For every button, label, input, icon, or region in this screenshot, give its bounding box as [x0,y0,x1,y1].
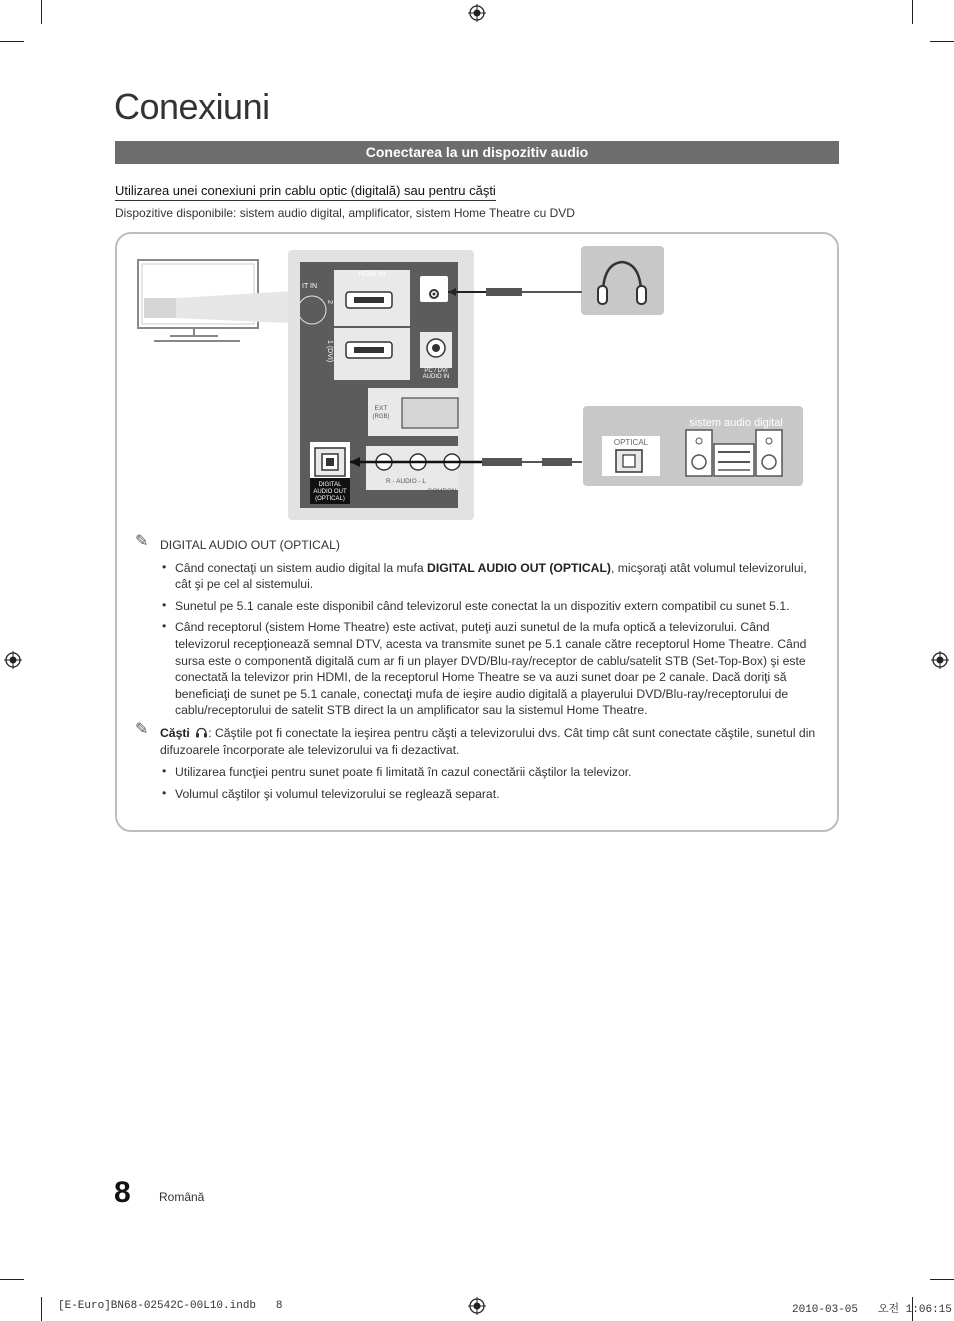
page-title: Conexiuni [114,86,270,127]
optical-label-3: (OPTICAL) [315,496,345,502]
crop-mark [41,1297,42,1321]
crop-mark [41,0,42,24]
language-label: Română [159,1190,205,1204]
subheading: Utilizarea unei conexiuni prin cablu optic (digitală) sau pentru căşti [115,183,496,201]
audio-rl-label: R - AUDIO - L [385,478,427,485]
file-info: [E-Euro]BN68-02542C-00L10.indb 8 [58,1300,283,1312]
hdmi-in-label: HDMI IN [358,271,386,278]
audio-in-label: AUDIO IN [422,374,450,380]
note-headphones [135,720,825,758]
page-number: 8 [114,1176,131,1209]
audio-system-label: sistem audio digital [689,417,783,429]
crop-mark [0,1279,24,1280]
registration-mark-icon [468,4,486,22]
intro-text: Dispozitive disponibile: sistem audio digital, amplificator, sistem Home Theatre cu DVD [115,206,575,220]
edge-port-label: IT IN [302,283,318,290]
list-item: • Sunetul pe 5.1 canale este disponibil când televizorul este conectat la un dispozitiv extern compatibil cu sunet 5.1. [175,598,825,615]
headphone-bullets [135,764,825,802]
optical-label-1: DIGITAL [318,482,342,488]
connection-diagram [130,240,820,530]
crop-mark [930,1279,954,1280]
list-item: • Volumul căştilor şi volumul televizorului se reglează separat. [175,786,825,803]
section-title: Conectarea la un dispozitiv audio [115,141,839,164]
list-item: • Când receptorul (sistem Home Theatre) este activat, puteţi auzi sunetul de la mufa optică a televizorului. Când televizorul recepţionează semnal DTV, acesta va transmite sunet pe 5.1 canale către receptorul Home Theatre. Când sursa este o componentă digitală cum ar fi un player DVD/Blu-ray/receptor de cablu/satelit STB (Set-Top-Box) şi este conectată la televizor prin HDMI, de la receptorul Home Theatre se va auzi sunet doar pe 2 canale. Dacă doriţi să beneficiaţi de sunet pe 5.1 canale, conectaţi mufa de ieşire audio digitală a playerului DVD/Blu-ray/receptorului de cablu/receptorului de satelit STB direct la un amplificator sau la sistemul Home Theatre. [175,619,825,719]
list-item: • Utilizarea funcţiei pentru sunet poate fi limitată în cazul conectării căştilor la televizor. [175,764,825,781]
pc-dvi-label: PC / DVI [424,368,448,374]
registration-mark-icon [4,651,22,669]
ext-rgb-label: (RGB) [372,414,390,420]
optical-bullets [135,560,825,719]
note-headphones-title: Căşti [160,725,190,740]
note-optical [135,533,825,554]
ext-label: EXT [374,405,388,412]
notes-section [135,533,825,808]
hdmi-2-label: 2 [326,300,333,304]
crop-mark [930,41,954,42]
registration-mark-icon [931,651,949,669]
registration-mark-icon [468,1297,486,1315]
optical-label-2: AUDIO OUT [313,489,347,495]
optical-port-label: OPTICAL [613,438,649,447]
print-date: 2010-03-05 오전 1:06:15 [792,1304,952,1316]
hdmi-1-label: 1 (DVI) [326,340,333,363]
headphones-icon [195,727,208,738]
note-optical-title: DIGITAL AUDIO OUT (OPTICAL) [160,538,340,552]
note-pencil-icon: ✎ [135,720,149,738]
crop-mark [0,41,24,42]
crop-mark [912,0,913,24]
list-item: • Când conectaţi un sistem audio digital la mufa DIGITAL AUDIO OUT (OPTICAL), micşoraţi atât volumul televizorului, cât şi pe cel al sistemului. [175,560,825,593]
note-headphones-text: : Căştile pot fi conectate la ieşirea pentru căşti a televizorului dvs. Cât timp cât sunt conectate căştile, sunetul din difuzoarele încorporate ale televizorului va fi dezactivat. [160,725,816,757]
note-pencil-icon: ✎ [135,533,149,550]
component-label: COMPON [427,488,457,495]
